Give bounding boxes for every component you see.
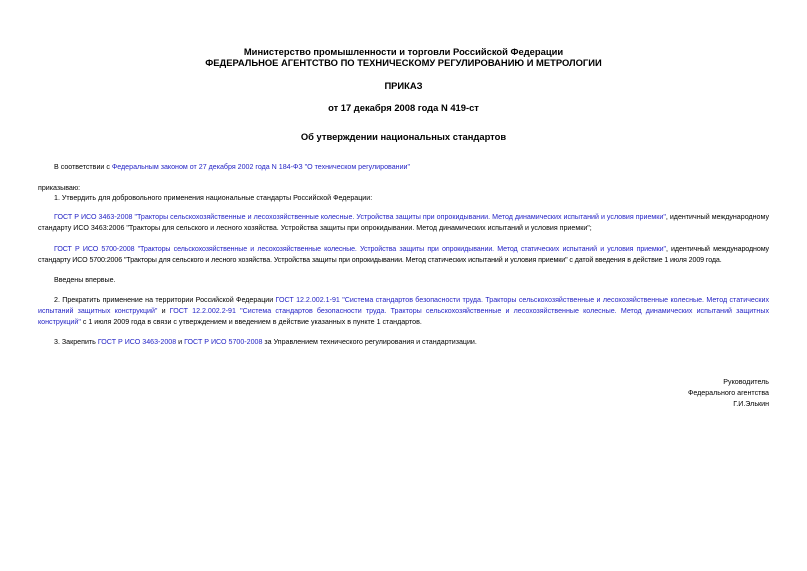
federal-law-link[interactable]: Федеральным законом от 27 декабря 2002 года N 184-ФЗ "О техническом регулировании" — [111, 163, 411, 171]
gost-5700-link[interactable]: ГОСТ Р ИСО 5700-2008 "Тракторы сельскохозяйственные и лесохозяйственные колесные. Устройства защиты при опрокидывании. Метод статических испытаний и условия приемки" — [54, 245, 666, 253]
intro-paragraph — [54, 162, 410, 173]
standard-1-rest: , идентичный международному стандарту ИСО 3463:2006 "Тракторы для сельского и лесного хозяйства. Устройства защиты при опрокидывании. Метод динамических испытаний и условия приемки"; — [38, 213, 769, 232]
gost-12-2-002-2-link[interactable]: ГОСТ 12.2.002.2-91 "Система стандартов безопасности труда. Тракторы сельскохозяйственные и лесохозяйственные колесные. Метод динамических испытаний защитных конструкций" — [38, 307, 769, 326]
item-2-middle: и — [157, 307, 170, 315]
standard-2-paragraph — [38, 244, 769, 266]
document-subject: Об утверждении национальных стандартов — [300, 131, 507, 142]
standard-2-rest: , идентичный международному стандарту ИСО 5700:2006 "Тракторы для сельского и лесного хозяйства. Устройства защиты при опрокидывании. Метод статических испытаний и условия приемки" с датой введения в действие 1 июля 2009 года. — [38, 245, 769, 264]
item-3-middle: и — [176, 338, 185, 346]
item-3-paragraph — [54, 337, 477, 348]
signature-org: Федерального агентства — [687, 389, 769, 397]
document-type: ПРИКАЗ — [384, 80, 423, 91]
signature-name: Г.И.Элькин — [733, 400, 769, 408]
standard-1-paragraph — [38, 212, 769, 234]
item-2-suffix: с 1 июля 2009 года в связи с утверждением и введением в действие указанных в пункте 1 стандартов. — [80, 318, 422, 326]
signature-title: Руководитель — [723, 378, 769, 386]
ministry-title: Министерство промышленности и торговли Российской Федерации — [243, 46, 564, 57]
item-3-prefix: 3. Закрепить — [54, 338, 98, 346]
document-date: от 17 декабря 2008 года N 419-ст — [328, 102, 479, 113]
item-2-paragraph — [38, 295, 769, 328]
item-3-suffix: за Управлением технического регулирования и стандартизации. — [262, 338, 477, 346]
item-2-prefix: 2. Прекратить применение на территории Российской Федерации — [54, 296, 276, 304]
order-word: приказываю: — [38, 184, 81, 192]
agency-title: ФЕДЕРАЛЬНОЕ АГЕНТСТВО ПО ТЕХНИЧЕСКОМУ РЕГУЛИРОВАНИЮ И МЕТРОЛОГИИ — [205, 57, 602, 68]
intro-prefix: В соответствии с — [54, 163, 112, 171]
gost-12-2-002-1-link[interactable]: ГОСТ 12.2.002.1-91 "Система стандартов безопасности труда. Тракторы сельскохозяйственные и лесохозяйственные колесные. Метод статических испытаний защитных конструкций" — [38, 296, 770, 315]
gost-3463-ref-link[interactable]: ГОСТ Р ИСО 3463-2008 — [97, 338, 177, 346]
gost-3463-link[interactable]: ГОСТ Р ИСО 3463-2008 "Тракторы сельскохозяйственные и лесохозяйственные колесные. Устройства защиты при опрокидывании. Метод динамических испытаний и условия приемки" — [54, 213, 666, 221]
introduced-note: Введены впервые. — [54, 276, 116, 284]
item-1-text: 1. Утвердить для добровольного применения национальные стандарты Российской Федерации: — [54, 194, 373, 202]
gost-5700-ref-link[interactable]: ГОСТ Р ИСО 5700-2008 — [184, 338, 263, 346]
